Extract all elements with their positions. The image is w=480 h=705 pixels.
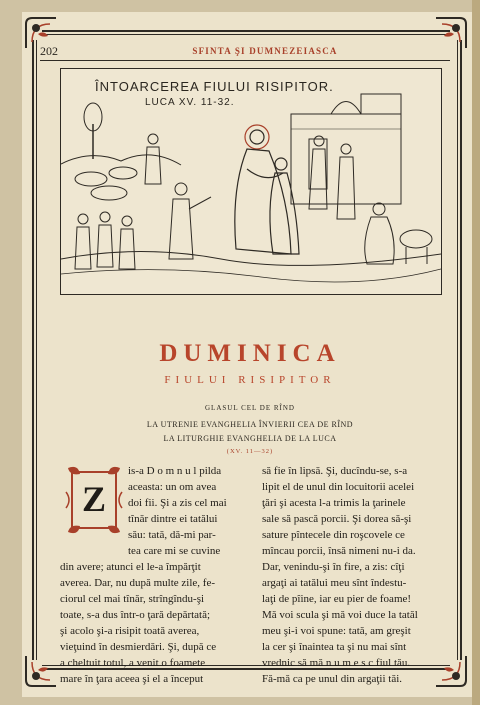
prodigal-son-illustration [60,68,442,295]
gospel-reference: (XV. 11—32) [226,448,274,455]
text-line: tea care mi se cuvine [128,545,221,557]
text-column-left [60,463,250,687]
text-line: toate, s-a dus într-o ţară depărtată; [60,609,211,621]
text-line: ţări şi acesta l-a trimis la ţarinele [262,497,406,509]
text-line: Mă voi scula şi mă voi duce la tatăl [262,609,418,621]
header-underline [40,60,450,61]
text-line: ciorul cel mai tînăr, strîngîndu-şi [60,593,205,605]
text-line: doi fii. Şi a zis cel mai [128,497,227,509]
glas-line: GLASUL CEL DE RÎND [204,404,295,412]
text-line: să fie în lipsă. Şi, ducîndu-se, s-a [262,465,408,477]
text-line: Dar, venindu-şi în fire, a zis: cîţi [262,561,405,573]
text-line: mîncau porcii, însă nimeni nu-i da. [262,545,416,557]
corner-ornament-bottom-left [22,652,60,690]
text-line: aceasta: un om avea [128,481,217,493]
drop-cap-letter: Z [81,479,106,519]
text-line: lipit el de unul din locuitorii acelei [262,481,415,493]
frame-top-rule-inner [42,34,450,35]
illustration-drawing [61,69,441,294]
text-line: laţi de pîine, iar eu pier de foame! [262,593,412,605]
frame-left-rule [32,40,34,660]
frame-left-rule-inner [36,40,37,660]
text-line: Fă-mă ca pe unul din argaţii tăi. [262,673,403,685]
frame-right-rule [460,40,462,660]
text-line: averea. Dar, nu după multe zile, fe- [60,577,216,589]
corner-ornament-top-right [432,14,470,52]
running-title: SFINTA ŞI DUMNEZEIASCA [192,46,338,56]
text-line: argaţi ai tatălui meu sînt îndestu- [262,577,407,589]
frame-right-rule-inner [457,40,458,660]
text-line: şi acolo şi-a risipit toată averea, [60,625,200,637]
text-line: a cheltuit totul, a venit o foamete [60,657,206,669]
text-line: din avere; atunci el le-a împărţit [60,561,201,573]
text-line: tînăr dintre ei tatălui [128,513,218,525]
illustration-caption-title: ÎNTOARCEREA FIULUI RISIPITOR. [95,79,334,94]
text-line: mare în ţara aceea şi el a început [60,673,204,685]
frame-top-rule [42,30,450,32]
book-edge [472,0,480,705]
text-line: meu şi-i voi spune: tată, am greşit [262,625,411,637]
text-column-right [262,463,450,687]
text-line: la cer şi înaintea ta şi nu mai sînt [262,641,407,653]
text-line: is-a D o m n u l pilda [128,465,222,477]
illustration-caption-reference: LUCA XV. 11-32. [145,97,235,108]
section-title: DUMINICA [159,340,341,367]
utrenie-line: LA UTRENIE EVANGHELIA ÎNVIERII CEA DE RÎND [146,420,354,429]
section-subtitle: FIULUI RISIPITOR [164,374,336,386]
page-number: 202 [40,44,58,58]
text-line: său: tată, dă-mi par- [128,529,216,541]
text-line: sature pîntecele din roşcovele ce [262,529,405,541]
text-line: sale să pască porcii. Şi dorea să-şi [262,513,412,525]
liturghie-line: LA LITURGHIE EVANGHELIA DE LA LUCA [163,434,337,443]
text-line: vieţuind în desmierdări. Şi, după ce [60,641,217,653]
text-line: vrednic să mă n u m e s c fiul tău. [262,657,411,669]
